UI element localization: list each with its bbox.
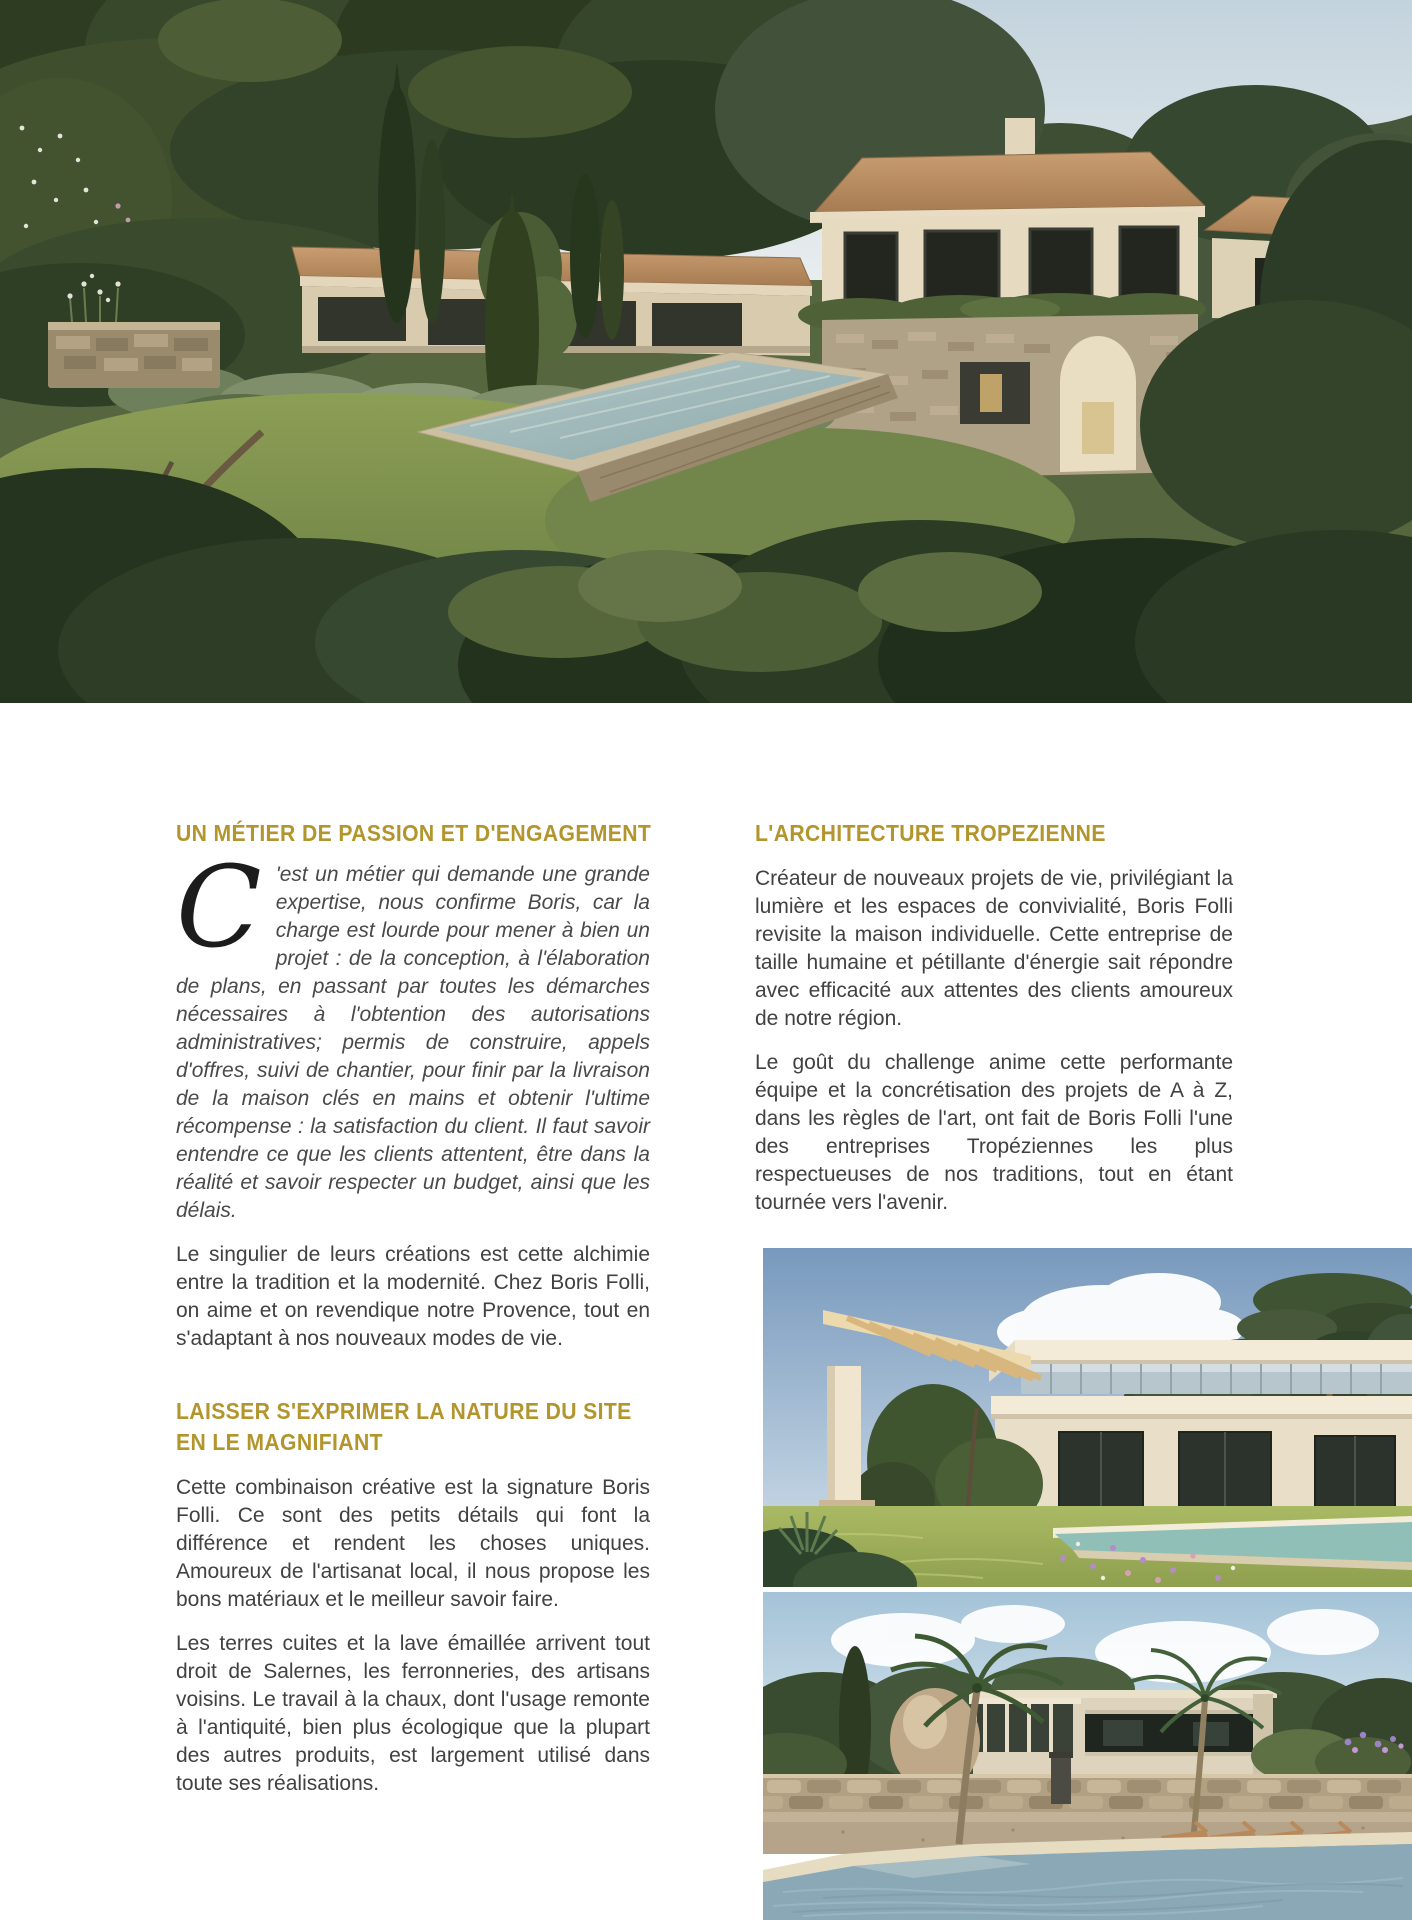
- section-heading-architecture: L'ARCHITECTURE TROPEZIENNE: [755, 820, 1106, 846]
- article-section-metier: [176, 818, 650, 1353]
- hero-photo-provencal-villa: [0, 0, 1412, 703]
- lead-paragraph-text: 'est un métier qui demande une grande expertise, nous confirme Boris, car la charge est lourde pour mener à bien un projet : de la conception, à l'élaboration de plans, en passant par toutes les démarches nécessaires à l'obtention des autorisations administratives; permis de construire, appels d'offres, suivi de chantier, pour finir par la livraison de la maison clés en mains et obtenir l'ultime récompense : la satisfaction du client. Il faut savoir entendre ce que les clients attentent, être dans la réalité et savoir respecter un budget, ainsi que les délais.: [176, 863, 650, 1222]
- paragraph-singulier: Le singulier de leurs créations est cette alchimie entre la tradition et la modernité. Chez Boris Folli, on aime et on revendique notre Provence, tout en s'adaptant à nos nouveaux modes de vie.: [176, 1243, 650, 1350]
- heading-line-1: LAISSER S'EXPRIMER LA NATURE DU SITE: [176, 1398, 632, 1424]
- section-heading-metier: UN MÉTIER DE PASSION ET D'ENGAGEMENT: [176, 820, 652, 846]
- paragraph-createur: Créateur de nouveaux projets de vie, privilégiant la lumière et les espaces de convivialité, Boris Folli revisite la maison individuelle. Cette entreprise de taille humaine et pétillante d'énergie sait répondre avec efficacité aux attentes des clients amoureux de notre région.: [755, 867, 1233, 1030]
- article-section-nature: [176, 1396, 650, 1798]
- paragraph-combinaison: Cette combinaison créative est la signature Boris Folli. Ce sont des petits détails qui font la différence et rendent les choses uniques. Amoureux de l'artisanat local, il nous propose les bons matériaux et le meilleur savoir faire.: [176, 1476, 650, 1611]
- article-section-architecture: [755, 818, 1233, 1217]
- photo-modern-villa: [763, 1248, 1412, 1587]
- paragraph-gout-du-challenge: Le goût du challenge anime cette performante équipe et la concrétisation des projets de A à Z, dans les règles de l'art, ont fait de Boris Folli l'une des entreprises Tropéziennes les plus respectueuses de nos traditions, tout en étant tournée vers l'avenir.: [755, 1051, 1233, 1214]
- paragraph-terres-cuites: Les terres cuites et la lave émaillée arrivent tout droit de Salernes, les ferronneries, des artisans voisins. Le travail à la chaux, dont l'usage remonte à l'antiquité, bien plus écologique que la plupart des autres produits, est largement utilisé dans toute ses réalisations.: [176, 1632, 650, 1795]
- photo-pool-house: [763, 1592, 1412, 1920]
- heading-line-2: EN LE MAGNIFIANT: [176, 1429, 383, 1455]
- drop-cap: C: [176, 843, 262, 973]
- lead-paragraph: [176, 843, 650, 1225]
- section-heading-nature: [176, 1396, 632, 1458]
